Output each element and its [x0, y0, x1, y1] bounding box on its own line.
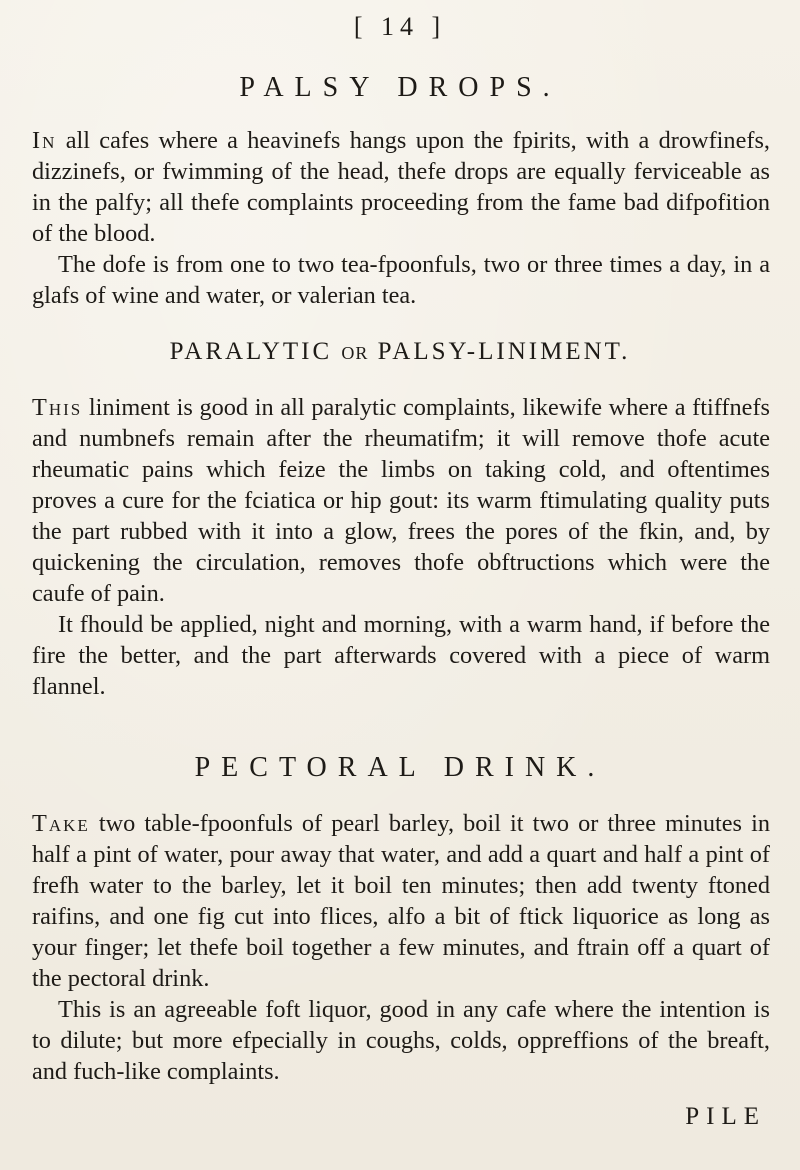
- section-heading-palsy-liniment: [0, 338, 800, 366]
- section-body-palsy-liniment: [32, 392, 770, 702]
- paragraph: [32, 125, 770, 249]
- page-number: [ 14 ]: [353, 12, 447, 41]
- heading-part: PALSY-LINIMENT.: [377, 338, 631, 365]
- paragraph: This is an agreeable foft liquor, good in any cafe where the intention is to dilute; but more efpecially in coughs, colds, oppreffions of the breaft, and fuch-like complaints.: [32, 996, 770, 1085]
- heading-part: PARALYTIC: [169, 338, 333, 365]
- section-heading-palsy-drops: PALSY DROPS.: [239, 72, 561, 103]
- paragraph-text: two table-fpoonfuls of pearl barley, boil it two or three minutes in half a pint of water, pour away that water, and add a quart and half a pint of frefh water to the barley, let it boil ten minutes; then add twenty ftoned raifins, and one fig cut into flices, alfo a bit of ftick liquorice as long as your finger; let thefe boil together a few minutes, and ftrain off a quart of the pectoral drink.: [32, 810, 770, 992]
- section-body-pectoral-drink: [32, 808, 770, 1087]
- section-body-palsy-drops: [32, 125, 770, 311]
- paragraph: [32, 808, 770, 994]
- paragraph-text: all cafes where a heavinefs hangs upon the fpirits, with a drowfinefs, dizzinefs, or fwimming of the head, thefe drops are equally ferviceable as in the palfy; all thefe complaints proceeding from the fame bad difpofition of the blood.: [32, 127, 770, 247]
- paragraph-lead: In: [32, 127, 57, 154]
- paragraph: [32, 392, 770, 609]
- heading-or: OR: [341, 343, 369, 363]
- paragraph: It fhould be applied, night and morning, with a warm hand, if before the fire the better, and the part afterwards covered with a piece of warm flannel.: [32, 611, 770, 700]
- paragraph-lead: Take: [32, 810, 90, 837]
- catchword: PILE: [685, 1103, 766, 1130]
- paragraph-lead: This: [32, 394, 83, 421]
- paragraph-text: liniment is good in all paralytic complaints, likewife where a ftiffnefs and numbnefs remain after the rheumatifm; it will remove thofe acute rheumatic pains which feize the limbs on taking cold, and oftentimes proves a cure for the fciatica or hip gout: its warm ftimulating quality puts the part rubbed with it into a glow, frees the pores of the fkin, and, by quickening the circulation, removes thofe obftructions which were the caufe of pain.: [32, 394, 770, 607]
- section-heading-pectoral-drink: PECTORAL DRINK.: [194, 752, 606, 783]
- paragraph: The dofe is from one to two tea-fpoonfuls, two or three times a day, in a glafs of wine and water, or valerian tea.: [32, 251, 770, 309]
